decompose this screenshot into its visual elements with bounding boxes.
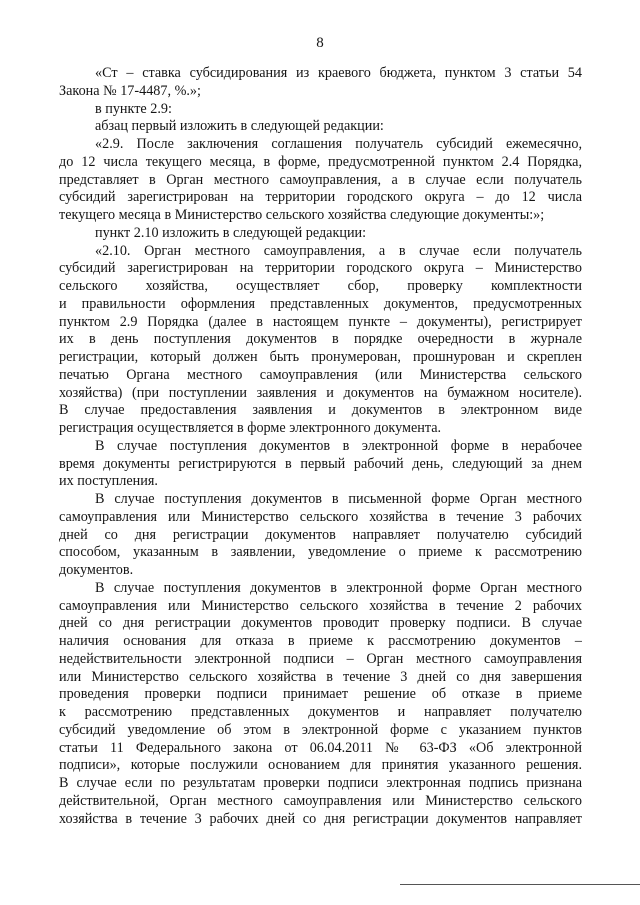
text-line: наличия основания для отказа в приеме к рассмотрению документов – [59, 633, 582, 649]
text-line: сельского хозяйства, осуществляет сбор, проверку комплектности [59, 278, 582, 294]
text-line: представляет в Орган местного самоуправления, а в случае если получатель [59, 171, 582, 188]
text-line: их поступления. [59, 473, 158, 490]
text-line: пункт 2.10 изложить в следующей редакции: [95, 224, 367, 241]
text-line: документов. [59, 562, 134, 578]
text-line: регистрация осуществляется в форме электронного документа. [59, 420, 442, 436]
text-line: самоуправления или Министерство сельского хозяйства в течение 2 рабочих [59, 597, 582, 614]
text-line: дней со дня регистрации документов проводит проверку подписи. В случае [59, 615, 582, 632]
text-line: В случае поступления документов в письменной форме Орган местного [95, 491, 582, 507]
text-line: самоуправления или Министерство сельского хозяйства в течение 3 рабочих [59, 508, 582, 525]
text-line: «2.10. Орган местного самоуправления, а в случае если получатель [95, 242, 582, 259]
text-line: В случае предоставления заявления и документов в электронном виде [59, 402, 582, 419]
text-line: В случае поступления документов в электронной форме Орган местного [95, 579, 582, 596]
text-line: их в день поступления документов в порядке очередности в журнале [59, 331, 582, 348]
text-line: время документы регистрируются в первый рабочий день, следующий за днем [59, 455, 582, 472]
text-line: Закона № 17-4487, %.»; [59, 82, 201, 99]
text-line: хозяйства в течение 3 рабочих дней со дня регистрации документов направляет [59, 810, 582, 827]
text-line: регистрации, который должен быть пронумерован, прошнурован и скреплен [59, 349, 582, 365]
text-line: хозяйства) (при поступлении заявления и документов на бумажном носителе). [59, 384, 582, 401]
text-line: текущего месяца в Министерство сельского хозяйства следующие документы:»; [59, 207, 545, 223]
text-line: субсидий зарегистрирован на территории городского округа – до 12 числа [59, 189, 582, 206]
text-line: или Министерство сельского хозяйства в течение 3 дней со дня завершения [59, 668, 582, 685]
text-line: «2.9. После заключения соглашения получатель субсидий ежемесячно, [95, 136, 582, 152]
text-line: субсидий уведомление об этом в электронной форме с указанием пунктов [59, 721, 582, 738]
text-line: В случае поступления документов в электронной форме в нерабочее [95, 437, 582, 454]
text-line: статьи 11 Федерального закона от 06.04.2011 № 63-ФЗ «Об электронной [59, 739, 582, 756]
bottom-rule [400, 884, 640, 885]
page-number: 8 [316, 35, 324, 51]
text-line: дней со дня регистрации документов направляет получателю субсидий [59, 526, 582, 543]
text-line: абзац первый изложить в следующей редакции: [95, 118, 384, 135]
text-line: В случае если по результатам проверки подписи электронная подпись признана [59, 775, 582, 791]
document-body [59, 65, 582, 828]
text-line: «Ст – ставка субсидирования из краевого бюджета, пунктом 3 статьи 54 [95, 65, 582, 81]
text-line: и правильности оформления представленных документов, предусмотренных [59, 295, 582, 312]
text-line: субсидий зарегистрирован на территории городского округа – Министерство [59, 260, 582, 277]
text-line: к рассмотрению представленных документов и направляет получателю [59, 704, 582, 720]
text-line: до 12 числа текущего месяца, в форме, предусмотренной пунктом 2.4 Порядка, [59, 153, 582, 170]
text-line: действительной, Орган местного самоуправления или Министерство сельского [59, 792, 582, 809]
text-line: подписи», которые послужили основанием для принятия указанного решения. [59, 757, 582, 774]
text-line: печатью Органа местного самоуправления (или Министерства сельского [59, 366, 582, 383]
text-line: недействительности электронной подписи – Орган местного самоуправления [59, 650, 582, 667]
text-line: способом, указанным в заявлении, уведомление о приеме к рассмотрению [59, 544, 582, 561]
text-line: пунктом 2.9 Порядка (далее в настоящем пункте – документы), регистрирует [59, 313, 582, 330]
text-line: проведения проверки подписи принимает решение об отказе в приеме [59, 686, 582, 703]
text-line: в пункте 2.9: [95, 100, 172, 117]
